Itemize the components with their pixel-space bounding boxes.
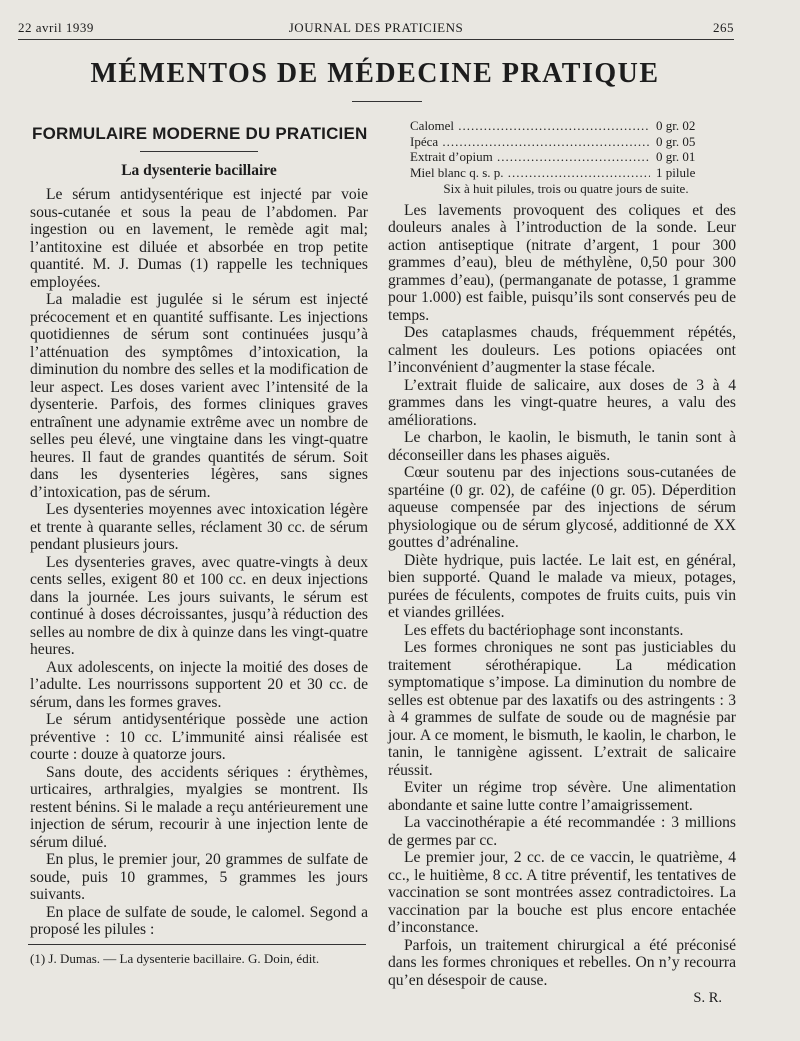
paragraph: Les formes chroniques ne sont pas justiciables du traitement sérothérapique. La médication symptomatique s’impose. La diminution du nombre de selles est obtenue par des laxatifs ou des astringents : 3 à 4 grammes de sulfate de soude ou de magnésie par jour. A ce moment, le bismuth, le kaolin, le charbon, le tanin, le tannigène agissent. L’extrait de salicaire réussit. (388, 639, 736, 779)
paragraph: La vaccinothérapie a été recommandée : 3 millions de germes par cc. (388, 814, 736, 849)
paragraph: Le premier jour, 2 cc. de ce vaccin, le quatrième, 4 cc., le huitième, 8 cc. A titre préventif, les tentatives de vaccination se sont montrées assez contradictoires. La vaccination par la bouche est plus encore entachée d’inconstance. (388, 849, 736, 936)
page-title: MÉMENTOS DE MÉDECINE PRATIQUE (90, 58, 660, 89)
paragraph: En place de sulfate de soude, le calomel. Segond a proposé les pilules : (30, 903, 368, 938)
paragraph: Le charbon, le kaolin, le bismuth, le tanin sont à déconseiller dans les phases aiguës. (388, 429, 736, 464)
running-header (18, 20, 734, 36)
paragraph: Parfois, un traitement chirurgical a été préconisé dans les formes chroniques et rebelles. On n’y recourra qu’en désespoir de cause. (388, 936, 736, 989)
left-body-text (30, 186, 368, 939)
formula-row (410, 165, 722, 181)
section-rule (140, 151, 258, 152)
paragraph: Cœur soutenu par des injections sous-cutanées de spartéine (0 gr. 02), de caféine (0 gr. 05). Déperdition aqueuse compensée par des injections de sérum physiologique ou de sérum glycosé, additionné de XX gouttes d’adrénaline. (388, 464, 736, 551)
formula-row (410, 118, 722, 134)
prescription-formula (410, 118, 722, 197)
right-body-text (388, 202, 736, 990)
page-number: 265 (713, 20, 734, 35)
header-rule (18, 39, 734, 40)
formula-row (410, 134, 722, 150)
paragraph: En plus, le premier jour, 20 grammes de sulfate de soude, puis 10 grammes, 5 grammes les jours suivants. (30, 851, 368, 903)
paragraph: Les lavements provoquent des coliques et des douleurs anales à l’introduction de la sonde. Leur action antiseptique (nitrate d’argent, 1 pour 300 grammes d’eau), bleu de méthylène, 0,50 pour 300 grammes d’eau), (permanganate de potasse, 1 gramme pour 1.000) est faible, puisqu’ils sont conservés peu de temps. (388, 201, 736, 324)
footnote: (1) J. Dumas. — La dysenterie bacillaire. G. Doin, édit. (30, 951, 320, 966)
article-title: La dysenterie bacillaire (121, 162, 277, 179)
paragraph: Les dysenteries moyennes avec intoxication légère et trente à quarante selles, réclament 30 cc. de sérum pendant plusieurs jours. (30, 501, 368, 553)
ingredient-quantity: 0 gr. 02 (656, 118, 696, 133)
ingredient-name: Calomel ..... (410, 118, 650, 134)
ingredient-name: Miel blanc q. s. p. ..... (410, 165, 650, 181)
paragraph: Eviter un régime trop sévère. Une alimentation abondante et saine lutte contre l’amaigrissement. (388, 779, 736, 814)
paragraph: Des cataplasmes chauds, fréquemment répétés, calment les douleurs. Les potions opiacées ont l’inconvénient d’augmenter la stase fécale. (388, 324, 736, 376)
paragraph: Le sérum antidysentérique possède une action préventive : 10 cc. L’immunité ainsi réalisée est courte : douze à quatorze jours. (30, 711, 368, 763)
title-rule (352, 101, 422, 102)
ingredient-quantity: 0 gr. 05 (656, 133, 696, 149)
left-column (30, 124, 368, 939)
ingredient-name: Ipéca ..... (410, 134, 650, 150)
footnote-rule (28, 944, 366, 945)
ingredient-name: Extrait d’opium ..... (410, 149, 650, 165)
paragraph: Le sérum antidysentérique est injecté par voie sous-cutanée et sous la peau de l’abdomen. Par ingestion ou en lavement, le remède agit mal; l’antitoxine est diluée et absorbée en trop petite quantité. M. J. Dumas (1) rappelle les techniques employées. (30, 186, 368, 291)
dosage-note: Six à huit pilules, trois ou quatre jours de suite. (443, 181, 689, 196)
paragraph: Sans doute, des accidents sériques : érythèmes, urticaires, arthralgies, myalgies se montrent. Ils restent bénins. Si le malade a reçu antérieurement une injection de sérum, recourir à une injection lente de sérum dilué. (30, 763, 368, 851)
section-title: FORMULAIRE MODERNE DU PRATICIEN (32, 124, 368, 143)
ingredient-quantity: 1 pilule (656, 164, 696, 180)
journal-name: JOURNAL DES PRATICIENS (288, 20, 464, 35)
right-column (388, 118, 736, 1007)
paragraph: Les dysenteries graves, avec quatre-vingts à deux cents selles, exigent 80 et 100 cc. en deux injections dans la journée. Les jours suivants, le sérum est continué à doses décroissantes, jusqu’à réduction des selles au nombre de dix à quinze dans les vingt-quatre heures. (30, 553, 368, 658)
ingredient-quantity: 0 gr. 01 (656, 149, 696, 164)
paragraph: La maladie est jugulée si le sérum est injecté précocement et en quantité suffisante. Les injections quotidiennes de sérum sont continuées jusqu’à l’atténuation des symptômes d’intoxication, la diminution du nombre des selles et la modification de leur aspect. Les doses varient avec l’intensité de la dysenterie. Parfois, des formes cliniques graves entraînent une adynamie extrême avec un nombre de selles peu élevé, une vingtaine dans les vingt-quatre heures. Il faut de grandes quantités de sérum. Soit dans les dysenteries légères, sans signes d’intoxication, pas de sérum. (30, 291, 368, 501)
paragraph: Aux adolescents, on injecte la moitié des doses de l’adulte. Les nourrissons supportent 20 et 30 cc. de sérum, dans les formes graves. (30, 658, 368, 711)
paragraph: Les effets du bactériophage sont inconstants. (404, 621, 684, 639)
issue-date: 22 avril 1939 (18, 20, 94, 35)
author-signature: S. R. (693, 990, 722, 1006)
paragraph: L’extrait fluide de salicaire, aux doses de 3 à 4 grammes dans les vingt-quatre heures, a valu des améliorations. (388, 376, 736, 429)
formula-row (410, 149, 722, 165)
paragraph: Diète hydrique, puis lactée. Le lait est, en général, bien supporté. Quand le malade va mieux, potages, purées de féculents, compotes de fruits cuits, puis vin et viandes grillées. (388, 551, 736, 621)
